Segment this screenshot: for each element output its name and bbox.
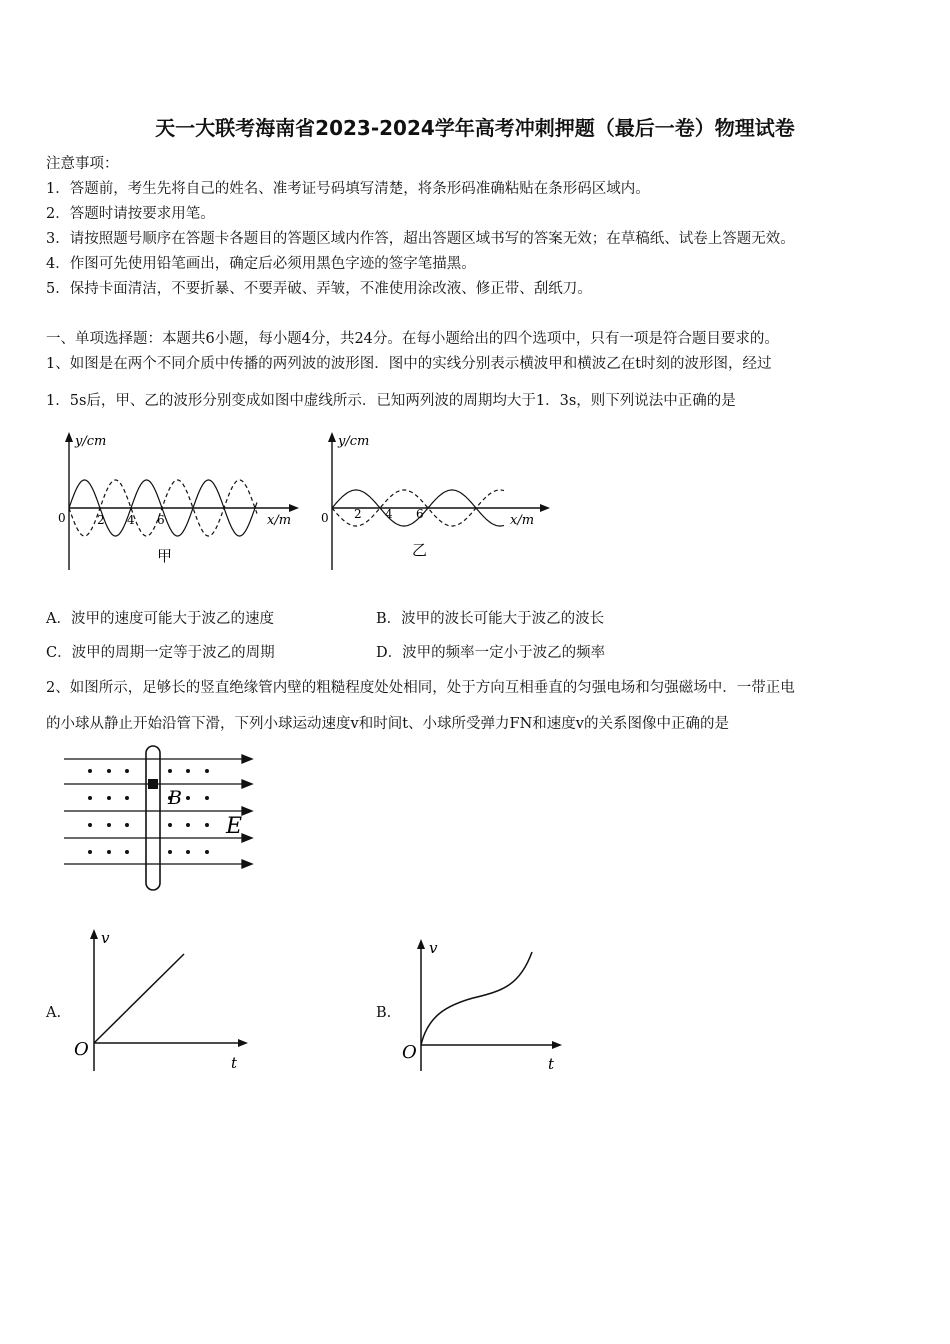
section-heading: 一、单项选择题：本题共6小题，每小题4分，共24分。在每小题给出的四个选项中，只有一项是符合题目要求的。 bbox=[46, 331, 779, 347]
magnetic-field-dot bbox=[125, 796, 129, 800]
figure-caption: 甲 bbox=[157, 547, 173, 565]
figure-caption: 乙 bbox=[412, 541, 428, 559]
question-2-text: 的小球从静止开始沿管下滑，下列小球运动速度v和时间t、小球所受弹力FN和速度v的关系图像中正确的是 bbox=[46, 716, 729, 732]
x-axis-label: x/m bbox=[267, 513, 292, 528]
magnetic-field-dot bbox=[88, 823, 92, 827]
tick-label: 4 bbox=[127, 513, 135, 527]
x-axis-label: x/m bbox=[510, 513, 535, 528]
field-arrow bbox=[242, 780, 252, 788]
option-a: A．波甲的速度可能大于波乙的速度 bbox=[46, 611, 274, 627]
magnetic-field-dot bbox=[168, 769, 172, 773]
y-axis-arrow bbox=[90, 929, 98, 939]
magnetic-field-dot bbox=[186, 769, 190, 773]
notice-item: 5．保持卡面清洁，不要折暴、不要弄破、弄皱，不准使用涂改液、修正带、刮纸刀。 bbox=[46, 281, 592, 297]
origin-label: O bbox=[402, 1042, 417, 1063]
vertical-tube bbox=[146, 746, 160, 890]
y-axis-arrow bbox=[417, 939, 425, 949]
tick-label: 0 bbox=[58, 511, 66, 525]
field-arrow bbox=[242, 860, 252, 868]
x-axis-label: t bbox=[548, 1055, 555, 1073]
notice-heading: 注意事项： bbox=[46, 156, 119, 172]
graph-option-a: A. bbox=[46, 1005, 62, 1021]
wave-figure-yi bbox=[318, 428, 558, 573]
field-arrow bbox=[242, 755, 252, 763]
page-title: 天一大联考海南省2023-2024学年高考冲刺押题（最后一卷）物理试卷 bbox=[155, 116, 795, 140]
tick-label: 6 bbox=[416, 507, 424, 521]
tick-label: 2 bbox=[97, 513, 105, 527]
notice-item: 4．作图可先使用铅笔画出，确定后必须用黑色字迹的签字笔描黑。 bbox=[46, 256, 476, 272]
magnetic-field-dot bbox=[107, 823, 111, 827]
magnetic-field-label: B bbox=[168, 787, 182, 809]
graph-a bbox=[70, 925, 250, 1075]
tick-label: 2 bbox=[354, 507, 362, 521]
option-c: C．波甲的周期一定等于波乙的周期 bbox=[46, 645, 275, 661]
option-b: B．波甲的波长可能大于波乙的波长 bbox=[376, 611, 605, 627]
magnetic-field-dot bbox=[88, 796, 92, 800]
magnetic-field-dot bbox=[125, 850, 129, 854]
tick-label: 6 bbox=[157, 513, 165, 527]
magnetic-field-dot bbox=[107, 769, 111, 773]
electric-field-label: E bbox=[226, 814, 243, 839]
magnetic-field-dot bbox=[186, 850, 190, 854]
origin-label: O bbox=[74, 1039, 89, 1060]
magnetic-field-dot bbox=[168, 823, 172, 827]
y-axis-arrow bbox=[328, 432, 336, 442]
question-1-text: 1、如图是在两个不同介质中传播的两列波的波形图．图中的实线分别表示横波甲和横波乙在t时刻的波形图，经过 bbox=[46, 356, 772, 372]
magnetic-field-dot bbox=[205, 850, 209, 854]
magnetic-field-dot bbox=[186, 823, 190, 827]
v-t-line bbox=[94, 954, 184, 1043]
magnetic-field-dot bbox=[168, 850, 172, 854]
magnetic-field-dot bbox=[186, 796, 190, 800]
magnetic-field-dot bbox=[88, 769, 92, 773]
y-axis-arrow bbox=[65, 432, 73, 442]
notice-item: 3．请按照题号顺序在答题卡各题目的答题区域内作答，超出答题区域书写的答案无效；在草稿纸、试卷上答题无效。 bbox=[46, 231, 795, 247]
magnetic-field-dot bbox=[107, 796, 111, 800]
question-2-text: 2、如图所示，足够长的竖直绝缘管内壁的粗糙程度处处相同，处于方向互相垂直的匀强电场和匀强磁场中．一带正电 bbox=[46, 680, 795, 696]
x-axis-arrow bbox=[552, 1041, 562, 1049]
graph-option-b: B. bbox=[376, 1005, 392, 1021]
magnetic-field-dot bbox=[205, 769, 209, 773]
v-t-curve bbox=[421, 952, 532, 1045]
magnetic-field-dot bbox=[88, 850, 92, 854]
ball bbox=[148, 779, 158, 789]
graph-b bbox=[398, 935, 568, 1075]
x-axis-label: t bbox=[231, 1054, 238, 1072]
magnetic-field-dot bbox=[205, 823, 209, 827]
notice-item: 2．答题时请按要求用笔。 bbox=[46, 206, 215, 222]
y-axis-label: v bbox=[429, 939, 438, 957]
x-axis-arrow bbox=[540, 504, 550, 512]
question-1-text: 1．5s后，甲、乙的波形分别变成如图中虚线所示．已知两列波的周期均大于1．3s，则下列说法中正确的是 bbox=[46, 393, 736, 409]
magnetic-field-dot bbox=[125, 823, 129, 827]
tick-label: 0 bbox=[321, 511, 329, 525]
notice-item: 1．答题前，考生先将自己的姓名、准考证号码填写清楚，将条形码准确粘贴在条形码区域内。 bbox=[46, 181, 650, 197]
magnetic-field-dot bbox=[205, 796, 209, 800]
x-axis-arrow bbox=[289, 504, 299, 512]
wave-figure-jia bbox=[55, 428, 305, 573]
magnetic-field-dot bbox=[107, 850, 111, 854]
x-axis-arrow bbox=[238, 1039, 248, 1047]
field-arrow bbox=[242, 834, 252, 842]
field-tube-figure bbox=[60, 742, 260, 897]
field-arrow bbox=[242, 807, 252, 815]
option-d: D．波甲的频率一定小于波乙的频率 bbox=[376, 645, 606, 661]
tick-label: 4 bbox=[385, 507, 393, 521]
y-axis-label: v bbox=[101, 929, 110, 947]
y-axis-label: y/cm bbox=[75, 434, 107, 449]
y-axis-label: y/cm bbox=[338, 434, 370, 449]
magnetic-field-dot bbox=[125, 769, 129, 773]
